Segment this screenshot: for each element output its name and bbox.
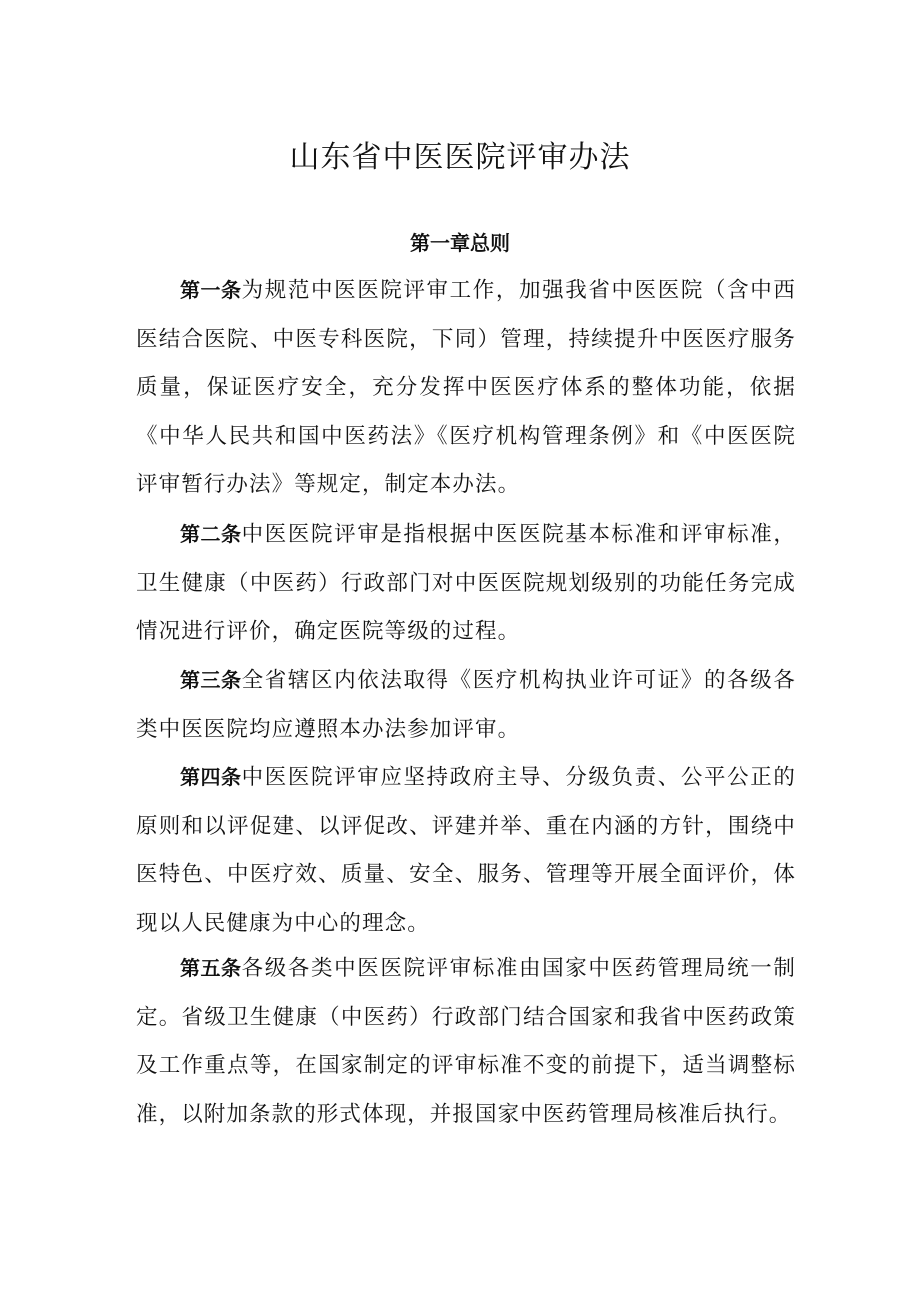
article-text: 中医医院评审应坚持政府主导、分级负责、公平公正的原则和以评促建、以评促改、评建并举、重在内涵的方针，围绕中医特色、中医疗效、质量、安全、服务、管理等开展全面评价，体现以人民健康为中心的理念。 (136, 765, 797, 936)
article-number: 第五条 (180, 956, 242, 980)
article-text: 中医医院评审是指根据中医医院基本标准和评审标准，卫生健康（中医药）行政部门对中医医院规划级别的功能任务完成情况进行评价，确定医院等级的过程。 (136, 522, 797, 644)
article-3 (136, 656, 796, 754)
article-4 (136, 753, 796, 948)
article-text: 全省辖区内依法取得《医疗机构执业许可证》的各级各类中医医院均应遵照本办法参加评审。 (136, 668, 797, 742)
article-2 (136, 510, 796, 657)
article-1 (136, 266, 796, 510)
article-number: 第一条 (180, 278, 242, 302)
article-text: 为规范中医医院评审工作，加强我省中医医院（含中西医结合医院、中医专科医院，下同）管理，持续提升中医医疗服务质量，保证医疗安全，充分发挥中医医疗体系的整体功能，依据《中华人民共和国中医药法》《医疗机构管理条例》和《中医医院评审暂行办法》等规定，制定本办法。 (136, 278, 797, 497)
chapter-heading: 第一章总则 (410, 231, 510, 255)
article-number: 第三条 (180, 668, 242, 692)
article-number: 第四条 (180, 765, 242, 789)
document-title: 山东省中医医院评审办法 (289, 140, 631, 176)
article-text: 各级各类中医医院评审标准由国家中医药管理局统一制定。省级卫生健康（中医药）行政部门结合国家和我省中医药政策及工作重点等，在国家制定的评审标准不变的前提下，适当调整标准，以附加条款的形式体现，并报国家中医药管理局核准后执行。 (136, 956, 797, 1127)
article-5 (136, 944, 796, 1139)
article-number: 第二条 (180, 522, 242, 546)
